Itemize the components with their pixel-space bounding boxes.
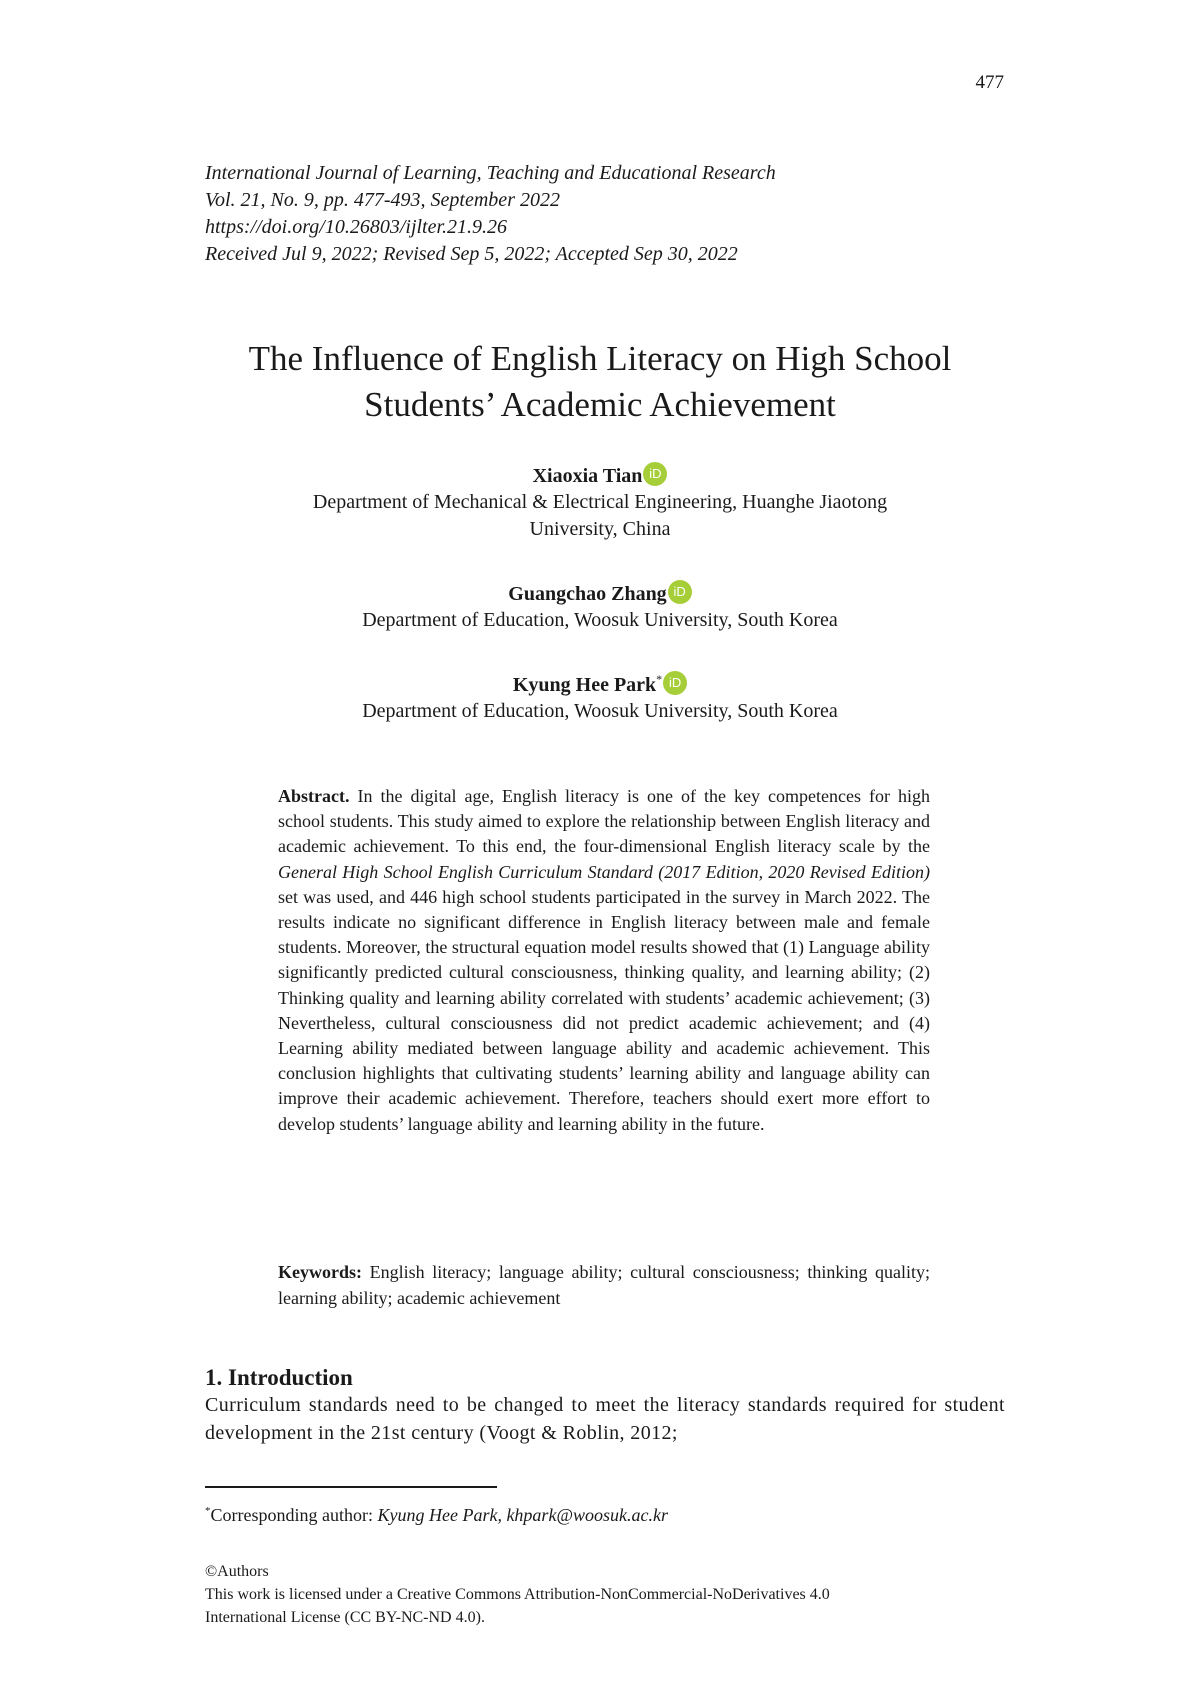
license-line: This work is licensed under a Creative Commons Attribution-NonCommercial-NoDerivatives 4.0 xyxy=(205,1586,830,1603)
orcid-icon[interactable]: iD xyxy=(663,671,687,695)
footnote xyxy=(205,1505,668,1526)
abstract-italic-text: General High School English Curriculum Standard (2017 Edition, 2020 Revised Edition) xyxy=(278,861,930,882)
article-dates: Received Jul 9, 2022; Revised Sep 5, 2022; Accepted Sep 30, 2022 xyxy=(205,243,738,265)
footnote-mark: * xyxy=(205,1505,211,1517)
article-title xyxy=(160,336,1040,428)
affiliation-line: Department of Mechanical & Electrical Engineering, Huanghe Jiaotong xyxy=(312,491,888,513)
abstract-text: set was used, and 446 high school students participated in the survey in March 2022. The results indicate no significant difference in English literacy between male and female students. Moreover, the structural equation model results showed that (1) Language ability significantly predicted cultural consciousness, thinking quality, and learning ability; (2) Thinking quality and learning ability correlated with students’ academic achievement; (3) Nevertheless, cultural consciousness did not predict academic achievement; and (4) Learning ability mediated between language ability and academic achievement. This conclusion highlights that cultivating students’ learning ability and language ability can improve their academic achievement. Therefore, teachers should exert more effort to develop students’ language ability and learning ability in the future. xyxy=(278,886,930,1134)
abstract xyxy=(278,784,930,1137)
footnote-label: Corresponding author: xyxy=(210,1505,378,1525)
affiliation-line: University, China xyxy=(529,518,671,540)
author-1 xyxy=(200,462,1000,488)
author-3-affiliation: Department of Education, Woosuk University, South Korea xyxy=(362,700,838,722)
license-line: International License (CC BY-NC-ND 4.0). xyxy=(205,1609,485,1626)
author-2-affiliation: Department of Education, Woosuk University, South Korea xyxy=(362,609,838,631)
author-2 xyxy=(200,580,1000,606)
orcid-icon[interactable]: iD xyxy=(668,580,692,604)
section-heading: 1. Introduction xyxy=(205,1365,353,1390)
doi-link[interactable]: https://doi.org/10.26803/ijlter.21.9.26 xyxy=(205,216,508,238)
footnote-detail: Kyung Hee Park, khpark@woosuk.ac.kr xyxy=(377,1505,668,1525)
keywords-label: Keywords: xyxy=(278,1262,362,1282)
author-1-affiliation xyxy=(220,489,980,543)
author-3 xyxy=(200,671,1000,697)
author-2-name: Guangchao Zhang xyxy=(508,583,667,605)
footnote-divider xyxy=(205,1486,497,1488)
abstract-text: In the digital age, English literacy is one of the key competences for high school students. This study aimed to explore the relationship between English literacy and academic achievement. To this end, the four-dimensional English literacy scale by the xyxy=(278,786,930,857)
journal-volume: Vol. 21, No. 9, pp. 477-493, September 2022 xyxy=(205,189,560,211)
page-number: 477 xyxy=(975,72,1004,93)
section-body: Curriculum standards need to be changed to meet the literacy standards required for student development in the 21st century (Voogt & Roblin, 2012; xyxy=(205,1394,1005,1444)
keywords-text: English literacy; language ability; cultural consciousness; thinking quality; learning ability; academic achievement xyxy=(278,1262,930,1308)
title-line-2: Students’ Academic Achievement xyxy=(364,385,836,424)
author-1-name: Xiaoxia Tian xyxy=(532,465,643,487)
orcid-icon[interactable]: iD xyxy=(643,462,667,486)
journal-name: International Journal of Learning, Teaching and Educational Research xyxy=(205,162,776,184)
abstract-label: Abstract. xyxy=(278,786,350,806)
author-3-name: Kyung Hee Park xyxy=(512,674,657,696)
corresponding-mark: * xyxy=(656,672,663,686)
license xyxy=(205,1560,1005,1629)
keywords xyxy=(278,1260,930,1311)
title-line-1: The Influence of English Literacy on High School xyxy=(248,339,952,378)
copyright: ©Authors xyxy=(205,1563,269,1580)
